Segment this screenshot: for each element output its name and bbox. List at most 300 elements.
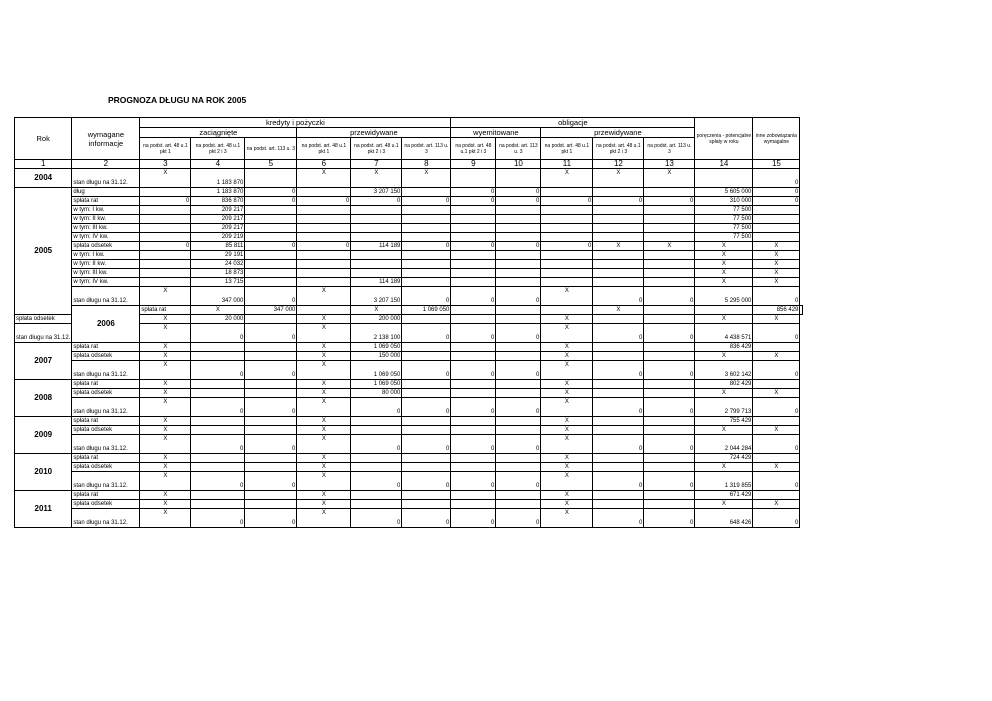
value-cell — [451, 206, 496, 215]
header-przewidywane-obl: przewidywane — [541, 128, 695, 138]
value-cell: 0 — [496, 361, 541, 380]
value-cell — [593, 454, 644, 463]
value-cell — [753, 233, 800, 242]
value-cell — [351, 426, 402, 435]
value-cell: X — [297, 417, 351, 426]
value-cell — [245, 454, 297, 463]
value-cell — [496, 278, 541, 287]
value-cell: 200 000 — [351, 315, 402, 324]
value-cell: 77 500 — [695, 215, 753, 224]
row-label: spłata rat — [72, 380, 140, 389]
value-cell: X — [297, 500, 351, 509]
value-cell — [245, 269, 297, 278]
value-cell — [753, 417, 800, 426]
value-cell: 0 — [593, 435, 644, 454]
value-cell — [245, 215, 297, 224]
value-cell: X — [297, 454, 351, 463]
value-cell — [402, 224, 451, 233]
subheader-cell: na podst. art. 48 u.1 pkt 1 — [297, 138, 351, 160]
row-label: spłata odsetek — [72, 463, 140, 472]
value-cell — [351, 500, 402, 509]
value-cell: 0 — [451, 188, 496, 197]
value-cell: 3 207 150 — [351, 188, 402, 197]
value-cell — [245, 224, 297, 233]
row-label: stan długu na 31.12. — [72, 398, 140, 417]
value-cell: X — [140, 380, 191, 389]
value-cell: X — [695, 463, 753, 472]
table-row — [15, 352, 803, 361]
value-cell — [644, 215, 695, 224]
value-cell: X — [541, 463, 593, 472]
value-cell: X — [644, 169, 695, 188]
table-row — [15, 169, 803, 188]
value-cell — [644, 426, 695, 435]
value-cell: X — [140, 343, 191, 352]
row-label: stan długu na 31.12. — [72, 435, 140, 454]
value-cell — [402, 463, 451, 472]
row-label: spłata odsetek — [72, 426, 140, 435]
value-cell — [245, 389, 297, 398]
value-cell — [496, 215, 541, 224]
value-cell — [593, 269, 644, 278]
value-cell: 0 — [245, 509, 297, 528]
table-row — [15, 224, 803, 233]
table-row — [15, 306, 803, 315]
row-label: w tym: II kw. — [72, 215, 140, 224]
value-cell: 802 429 — [695, 380, 753, 389]
table-row — [15, 215, 803, 224]
column-number: 12 — [593, 160, 644, 169]
value-cell — [402, 454, 451, 463]
value-cell: X — [753, 269, 800, 278]
value-cell: X — [297, 315, 351, 324]
value-cell — [451, 352, 496, 361]
value-cell — [297, 306, 351, 315]
table-row — [15, 242, 803, 251]
value-cell: 0 — [402, 324, 451, 343]
row-label: spłata rat — [140, 306, 191, 315]
subheader-cell: na podst. art. 113 u. 3 — [402, 138, 451, 160]
value-cell: 0 — [496, 398, 541, 417]
value-cell — [402, 417, 451, 426]
value-cell — [245, 352, 297, 361]
value-cell: 80 000 — [351, 389, 402, 398]
value-cell — [593, 352, 644, 361]
value-cell — [451, 315, 496, 324]
value-cell: X — [541, 509, 593, 528]
value-cell — [297, 269, 351, 278]
value-cell — [451, 417, 496, 426]
value-cell — [402, 426, 451, 435]
value-cell — [245, 206, 297, 215]
value-cell — [753, 380, 800, 389]
row-label: w tym: IV kw. — [72, 233, 140, 242]
value-cell — [593, 491, 644, 500]
table-row — [15, 278, 803, 287]
row-label: spłata rat — [72, 454, 140, 463]
value-cell: X — [695, 278, 753, 287]
value-cell — [593, 426, 644, 435]
value-cell: 209 217 — [191, 224, 245, 233]
row-label: spłata rat — [72, 417, 140, 426]
value-cell — [245, 233, 297, 242]
table-row — [15, 380, 803, 389]
value-cell: 0 — [402, 509, 451, 528]
year-cell: 2006 — [72, 306, 140, 343]
value-cell: X — [297, 389, 351, 398]
value-cell — [593, 500, 644, 509]
value-cell: X — [297, 435, 351, 454]
value-cell: 0 — [297, 197, 351, 206]
table-row — [15, 361, 803, 380]
value-cell: X — [593, 306, 644, 315]
table-row — [15, 389, 803, 398]
value-cell — [644, 269, 695, 278]
value-cell: 3 602 142 — [695, 361, 753, 380]
value-cell — [593, 260, 644, 269]
value-cell — [496, 269, 541, 278]
value-cell: 5 295 000 — [695, 287, 753, 306]
value-cell — [191, 352, 245, 361]
value-cell — [451, 454, 496, 463]
value-cell — [496, 251, 541, 260]
row-label: w tym: IV kw. — [72, 278, 140, 287]
subheader-cell: na podst. art. 48 u.1 pkt 2 i 3 — [593, 138, 644, 160]
value-cell: 0 — [496, 509, 541, 528]
value-cell: 0 — [402, 472, 451, 491]
value-cell — [644, 315, 695, 324]
value-cell — [351, 260, 402, 269]
value-cell: X — [541, 380, 593, 389]
value-cell: 347 000 — [245, 306, 297, 315]
value-cell — [496, 224, 541, 233]
value-cell — [351, 251, 402, 260]
value-cell: 2 138 100 — [351, 324, 402, 343]
value-cell: 0 — [593, 398, 644, 417]
value-cell — [297, 251, 351, 260]
value-cell: 0 — [402, 197, 451, 206]
value-cell — [245, 491, 297, 500]
value-cell: 0 — [541, 242, 593, 251]
value-cell: X — [753, 278, 800, 287]
value-cell — [496, 306, 541, 315]
value-cell — [593, 215, 644, 224]
row-label: spłata rat — [72, 197, 140, 206]
value-cell: 2 044 284 — [695, 435, 753, 454]
value-cell: X — [140, 398, 191, 417]
value-cell — [245, 251, 297, 260]
value-cell: X — [541, 398, 593, 417]
value-cell — [402, 491, 451, 500]
value-cell: 0 — [351, 197, 402, 206]
value-cell: X — [753, 389, 800, 398]
value-cell: X — [140, 315, 191, 324]
row-label: stan długu na 31.12. — [72, 361, 140, 380]
value-cell — [402, 188, 451, 197]
value-cell: 0 — [496, 242, 541, 251]
year-cell: 2005 — [15, 188, 72, 315]
table-row — [15, 435, 803, 454]
value-cell: X — [140, 491, 191, 500]
value-cell — [593, 206, 644, 215]
value-cell — [496, 389, 541, 398]
value-cell — [451, 251, 496, 260]
value-cell: X — [297, 324, 351, 343]
column-number: 13 — [644, 160, 695, 169]
value-cell: 1 183 870 — [191, 169, 245, 188]
value-cell: X — [541, 287, 593, 306]
value-cell — [297, 278, 351, 287]
value-cell: 0 — [451, 197, 496, 206]
value-cell: 0 — [753, 398, 800, 417]
value-cell — [140, 188, 191, 197]
table-row — [15, 500, 803, 509]
value-cell: X — [753, 260, 800, 269]
value-cell: 0 — [451, 361, 496, 380]
value-cell: X — [695, 260, 753, 269]
value-cell — [496, 491, 541, 500]
year-cell: 2009 — [15, 417, 72, 454]
value-cell: 0 — [593, 287, 644, 306]
value-cell: 2 799 713 — [695, 398, 753, 417]
value-cell — [593, 343, 644, 352]
value-cell: 0 — [402, 361, 451, 380]
value-cell: 0 — [753, 435, 800, 454]
value-cell — [351, 454, 402, 463]
value-cell: X — [541, 500, 593, 509]
value-cell — [402, 343, 451, 352]
value-cell: 0 — [191, 361, 245, 380]
value-cell: 0 — [245, 472, 297, 491]
row-label: stan długu na 31.12. — [15, 324, 72, 343]
value-cell — [351, 463, 402, 472]
value-cell — [402, 233, 451, 242]
value-cell — [191, 463, 245, 472]
value-cell — [245, 315, 297, 324]
table-row — [15, 472, 803, 491]
value-cell: 0 — [593, 472, 644, 491]
value-cell: X — [297, 491, 351, 500]
row-label: spłata odsetek — [72, 352, 140, 361]
value-cell — [191, 389, 245, 398]
value-cell — [191, 380, 245, 389]
value-cell: 0 — [496, 287, 541, 306]
value-cell — [593, 188, 644, 197]
value-cell: 0 — [753, 188, 800, 197]
value-cell: 0 — [351, 509, 402, 528]
value-cell — [191, 343, 245, 352]
subheader-cell: na podst. art. 48 u.1 pkt 2 i 3 — [351, 138, 402, 160]
column-number: 2 — [72, 160, 140, 169]
value-cell — [541, 269, 593, 278]
value-cell: 0 — [451, 287, 496, 306]
value-cell: X — [140, 324, 191, 343]
value-cell: 0 — [140, 197, 191, 206]
value-cell: 77 500 — [695, 206, 753, 215]
value-cell: X — [297, 361, 351, 380]
header-wyemitowane: wyemitowane — [451, 128, 541, 138]
value-cell: 77 500 — [695, 224, 753, 233]
value-cell: 648 426 — [695, 509, 753, 528]
column-number: 3 — [140, 160, 191, 169]
column-number: 8 — [402, 160, 451, 169]
value-cell — [451, 491, 496, 500]
value-cell: X — [140, 435, 191, 454]
value-cell — [753, 215, 800, 224]
value-cell: 5 605 000 — [695, 188, 753, 197]
value-cell: 0 — [245, 188, 297, 197]
value-cell — [245, 260, 297, 269]
value-cell: 0 — [245, 324, 297, 343]
subheader-cell: na podst. art. 113 u. 3 — [644, 138, 695, 160]
value-cell: X — [297, 343, 351, 352]
value-cell — [496, 380, 541, 389]
value-cell — [451, 500, 496, 509]
value-cell: X — [191, 306, 245, 315]
value-cell: X — [297, 287, 351, 306]
value-cell: 0 — [451, 242, 496, 251]
value-cell — [402, 215, 451, 224]
value-cell — [541, 260, 593, 269]
value-cell — [451, 306, 496, 315]
value-cell: 0 — [753, 361, 800, 380]
value-cell — [402, 389, 451, 398]
year-cell: 2010 — [15, 454, 72, 491]
value-cell: 0 — [191, 398, 245, 417]
year-cell: 2008 — [15, 380, 72, 417]
value-cell: 0 — [644, 435, 695, 454]
row-label: w tym: III kw. — [72, 269, 140, 278]
value-cell: 724 429 — [695, 454, 753, 463]
value-cell — [402, 251, 451, 260]
value-cell: 150 000 — [351, 352, 402, 361]
value-cell: X — [297, 472, 351, 491]
value-cell: X — [541, 169, 593, 188]
value-cell: X — [541, 315, 593, 324]
value-cell: 209 219 — [191, 233, 245, 242]
value-cell: 77 500 — [695, 233, 753, 242]
table-row — [15, 206, 803, 215]
column-number: 1 — [15, 160, 72, 169]
value-cell — [245, 169, 297, 188]
column-number: 7 — [351, 160, 402, 169]
value-cell — [402, 278, 451, 287]
value-cell — [644, 306, 695, 315]
value-cell: 0 — [644, 398, 695, 417]
value-cell: X — [297, 426, 351, 435]
value-cell: X — [541, 417, 593, 426]
value-cell — [644, 454, 695, 463]
row-label: spłata rat — [72, 491, 140, 500]
value-cell — [140, 224, 191, 233]
value-cell — [644, 233, 695, 242]
value-cell: 0 — [593, 361, 644, 380]
year-cell: 2011 — [15, 491, 72, 528]
value-cell: 3 207 150 — [351, 287, 402, 306]
value-cell: X — [695, 251, 753, 260]
value-cell — [140, 269, 191, 278]
value-cell: 0 — [191, 435, 245, 454]
value-cell: 0 — [191, 472, 245, 491]
value-cell: 0 — [496, 188, 541, 197]
row-label: stan długu na 31.12. — [72, 472, 140, 491]
value-cell — [351, 215, 402, 224]
header-inne: inne zobowiązania wymagalne — [753, 118, 800, 160]
year-cell: 2007 — [15, 343, 72, 380]
value-cell: 856 429 — [753, 306, 800, 315]
value-cell: 18 873 — [191, 269, 245, 278]
value-cell: 1 069 050 — [351, 343, 402, 352]
value-cell: X — [541, 343, 593, 352]
value-cell: 13 715 — [191, 278, 245, 287]
column-number: 14 — [695, 160, 753, 169]
value-cell — [297, 233, 351, 242]
value-cell — [496, 454, 541, 463]
value-cell: 1 069 050 — [351, 380, 402, 389]
value-cell: 0 — [451, 398, 496, 417]
subheader-cell: na podst. art. 48 u.1 pkt 1 — [140, 138, 191, 160]
value-cell: X — [695, 269, 753, 278]
value-cell — [451, 233, 496, 242]
value-cell: X — [402, 169, 451, 188]
value-cell — [753, 206, 800, 215]
value-cell — [593, 278, 644, 287]
table-row — [15, 260, 803, 269]
value-cell — [593, 224, 644, 233]
subheader-cell: na podst. art. 48 u.1 pkt 2 i 3 — [451, 138, 496, 160]
header-info: wymagane informacje — [72, 118, 140, 160]
value-cell — [451, 269, 496, 278]
value-cell: 0 — [644, 287, 695, 306]
value-cell: X — [140, 509, 191, 528]
value-cell: X — [753, 315, 800, 324]
value-cell: 0 — [644, 324, 695, 343]
value-cell — [593, 380, 644, 389]
value-cell: X — [695, 242, 753, 251]
value-cell — [451, 380, 496, 389]
value-cell — [245, 380, 297, 389]
value-cell — [140, 206, 191, 215]
table-row — [15, 491, 803, 500]
value-cell: 0 — [451, 324, 496, 343]
value-cell — [644, 500, 695, 509]
value-cell: X — [541, 361, 593, 380]
value-cell — [451, 463, 496, 472]
value-cell — [644, 389, 695, 398]
value-cell — [351, 224, 402, 233]
value-cell: 0 — [191, 324, 245, 343]
table-row — [15, 233, 803, 242]
column-number: 6 — [297, 160, 351, 169]
value-cell — [451, 343, 496, 352]
value-cell — [297, 188, 351, 197]
value-cell — [541, 278, 593, 287]
table-row — [15, 398, 803, 417]
value-cell: 1 183 870 — [191, 188, 245, 197]
subheader-cell: na podst. art. 113 u. 3 — [245, 138, 297, 160]
value-cell — [191, 500, 245, 509]
value-cell — [451, 426, 496, 435]
value-cell — [496, 315, 541, 324]
value-cell: X — [593, 169, 644, 188]
row-label: stan długu na 31.12. — [72, 287, 140, 306]
header-przewidywane: przewidywane — [297, 128, 451, 138]
value-cell — [191, 426, 245, 435]
value-cell: 0 — [644, 472, 695, 491]
value-cell — [402, 380, 451, 389]
value-cell: X — [541, 454, 593, 463]
value-cell — [245, 343, 297, 352]
